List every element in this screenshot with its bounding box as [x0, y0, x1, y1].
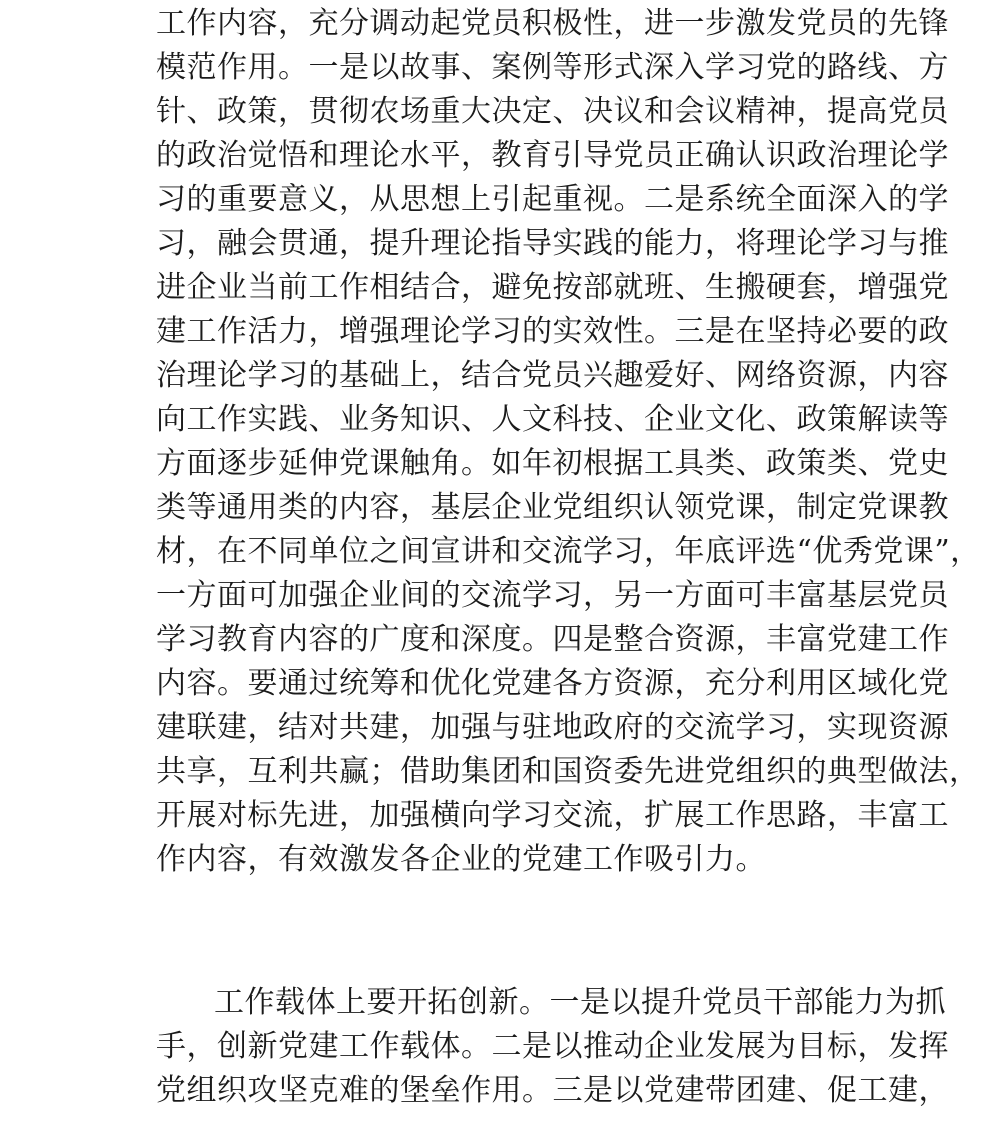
paragraph-1-line-15: 学习教育内容的广度和深度。四是整合资源，丰富党建工作 — [156, 622, 949, 657]
paragraph-1-line-17: 建联建，结对共建，加强与驻地政府的交流学习，实现资源 — [156, 710, 949, 745]
paragraph-1-line-1: 工作内容，充分调动起党员积极性，进一步激发党员的先锋 — [156, 6, 949, 41]
paragraph-1-line-7: 进企业当前工作相结合，避免按部就班、生搬硬套，增强党 — [156, 270, 949, 305]
paragraph-1-line-6: 习，融会贯通，提升理论指导实践的能力，将理论学习与推 — [156, 226, 949, 261]
paragraph-1 — [156, 2, 981, 882]
paragraph-1-line-18: 共享，互利共赢；借助集团和国资委先进党组织的典型做法， — [156, 754, 980, 789]
paragraph-2-line-3: 党组织攻坚克难的堡垒作用。三是以党建带团建、促工建， — [156, 1073, 949, 1108]
paragraph-2-line-2: 手，创新党建工作载体。二是以推动企业发展为目标，发挥 — [156, 1029, 949, 1064]
paragraph-1-line-20: 作内容，有效激发各企业的党建工作吸引力。 — [156, 842, 766, 877]
paragraph-1-line-14: 一方面可加强企业间的交流学习，另一方面可丰富基层党员 — [156, 578, 949, 613]
paragraph-1-line-2: 模范作用。一是以故事、案例等形式深入学习党的路线、方 — [156, 50, 949, 85]
paragraph-1-line-16: 内容。要通过统筹和优化党建各方资源，充分利用区域化党 — [156, 666, 949, 701]
paragraph-1-line-9: 治理论学习的基础上，结合党员兴趣爱好、网络资源，内容 — [156, 358, 949, 393]
paragraph-1-line-10: 向工作实践、业务知识、人文科技、企业文化、政策解读等 — [156, 402, 949, 437]
paragraph-2 — [156, 981, 949, 1113]
paragraph-1-line-11: 方面逐步延伸党课触角。如年初根据工具类、政策类、党史 — [156, 446, 949, 481]
paragraph-1-line-4: 的政治觉悟和理论水平，教育引导党员正确认识政治理论学 — [156, 138, 949, 173]
paragraph-1-line-5: 习的重要意义，从思想上引起重视。二是系统全面深入的学 — [156, 182, 949, 217]
paragraph-1-line-19: 开展对标先进，加强横向学习交流，扩展工作思路，丰富工 — [156, 798, 949, 833]
paragraph-1-line-8: 建工作活力，增强理论学习的实效性。三是在坚持必要的政 — [156, 314, 949, 349]
paragraph-2-line-1: 工作载体上要开拓创新。一是以提升党员干部能力为抓 — [214, 985, 946, 1020]
paragraph-1-line-12: 类等通用类的内容，基层企业党组织认领党课，制定党课教 — [156, 490, 949, 525]
paragraph-1-line-3: 针、政策，贯彻农场重大决定、决议和会议精神，提高党员 — [156, 94, 949, 129]
paragraph-1-line-13: 材，在不同单位之间宣讲和交流学习，年底评选“优秀党课”， — [156, 534, 981, 569]
